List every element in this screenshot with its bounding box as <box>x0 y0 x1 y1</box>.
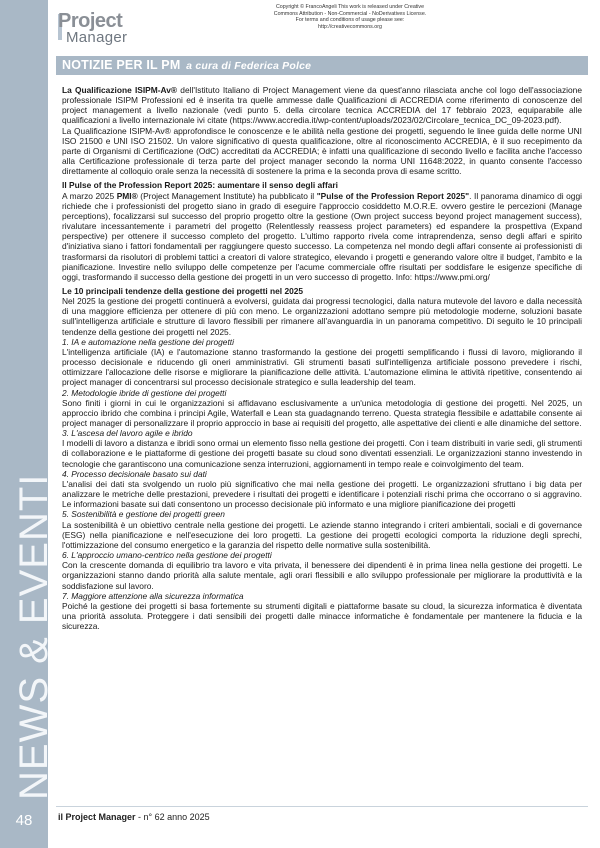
section-heading: Il Pulse of the Profession Report 2025: aumentare il senso degli affari <box>62 180 338 191</box>
section-heading: Le 10 principali tendenze della gestione dei progetti nel 2025 <box>62 285 304 296</box>
text-bold: "Pulse of the Profession Report 2025" <box>316 190 470 201</box>
sidebar-band <box>0 0 56 848</box>
trend-text: La sostenibilità è un obiettivo centrale nella gestione dei progetti. Le aziende stanno integrando i criteri ambientali, sociali e di governance (ESG) nella pianificazione e nell'esecuzione dei loro progetti. La gestione dei progetti ecologici comporta la riduzione degli sprechi, l'ottimizzazione del consumo energetico e la garanzia del rispetto delle normative sulla sostenibilità. <box>62 519 582 550</box>
paragraph-qualificazione-2: La Qualificazione ISIPM-Av® approfondisce le conoscenze e le abilità nella gestione dei progetti, seguendo le linee guida delle norme UNI ISO 21500 e UNI ISO 21502. Un valore significativo di questa qualificazione, oltre al riconoscimento ACCREDIA, è il suo recepimento da parte di Organismi di Certificazione (OdC) accreditati da ACCREDIA; è infatti una qualificazione di secondo livello e facilita anche l'accesso alla Certificazione professionale di terza parte del project manager secondo la norma UNI 11648:2022, in quanto consente l'accesso direttamente al colloquio orale senza la necessità di sostenere la prima e la seconda prova di esame scritto. <box>62 125 582 177</box>
section-title <box>62 58 311 72</box>
text-run: (Project Management Institute) ha pubblicato il <box>137 190 317 201</box>
article-body <box>62 85 582 631</box>
paragraph-lead: La Qualificazione ISIPM-Av® <box>62 85 178 95</box>
trend-title: 5. Sostenibilità e gestione dei progetti green <box>62 509 225 520</box>
paragraph-pulse-report <box>62 191 582 282</box>
magazine-name: il Project Manager <box>58 812 136 822</box>
issue-info: - n° 62 anno 2025 <box>135 812 210 822</box>
page-number: 48 <box>15 812 33 829</box>
text-run: A marzo 2025 <box>62 190 117 201</box>
trend-text: Poiché la gestione dei progetti si basa fortemente su strumenti digitali e piattaforme basate su cloud, la sicurezza informatica è diventata una priorità assoluta. Proteggere i dati sensibili dei progetti dalle minacce informatiche è fondamentale per mantenere la fiducia e la sicurezza. <box>62 600 582 632</box>
copyright-line: For terms and conditions of usage please see: <box>295 17 405 24</box>
project-manager-logo <box>56 10 140 44</box>
trend-text: Con la crescente domanda di equilibrio tra lavoro e vita privata, il benessere dei dipendenti è in prima linea nella gestione dei progetti. Le organizzazioni stanno dando priorità alla salute mentale, agli orari flessibili e allo sviluppo professionale per migliorare la produttività e la soddisfazione sul lavoro. <box>62 560 582 591</box>
text-run: . Il panorama dinamico di oggi richiede che i professionisti del progetto siano in grado di eseguire l'approccio cosiddetto M.O.R.E. ovvero gestire le percezioni (Manage perceptions), focalizzarsi sul successo del proprio progetto oltre la gestione (Own project success beyond project management success), rivalutare incessantemente i parametri del progetto (Relentlessly reassess project parameters) ed espandere la prospettiva (Expand perspective) per ottenere il successo completo del progetto. L'ultimo rapporto rivela come intraprendenza, senso degli affari e spirito d'iniziativa siano i fattori fondamentali per raggiungere questo successo. La competenza nel mondo degli affari consente ai professionisti di trasformarsi da risolutori di problemi tattici a creatori di valore strategico, elevando i progetti e generando valore oltre il budget, l'ambito e la pianificazione. Investire nello sviluppo delle competenze per l'acume commerciale offre risultati per soddisfare le esigenze specifiche di oggi, trasformando il successo della gestione dei progetti in un vero successo di progetto. Info: https://www.pmi.org/ <box>62 190 582 282</box>
trend-text: Sono finiti i giorni in cui le organizzazioni si affidavano esclusivamente a un'unica metodologia di gestione dei progetti. Nel 2025, un approccio ibrido che combina i principi Agile, Waterfall e Lean sta guadagnando terreno. Questa strategia flessibile e adattabile consente ai project manager di personalizzare il proprio approccio in base ai requisiti del progetto, alle aspettative dei clienti e alle dinamiche del settore. <box>62 397 582 428</box>
copyright-notice <box>220 4 480 30</box>
page-footer <box>58 812 210 822</box>
copyright-line: Commons Attribution - Non-Commercial - NoDerivatives License. <box>273 10 427 17</box>
copyright-line: Copyright © FrancoAngeli This work is released under Creative <box>275 4 425 10</box>
logo-top-text: Project <box>58 10 123 32</box>
sidebar-section-label: NEWS & EVENTI <box>12 473 56 800</box>
trend-text: L'analisi dei dati sta svolgendo un ruolo più significativo che mai nella gestione dei progetti. Le organizzazioni sfruttano i big data per analizzare le metriche delle prestazioni, prevedere i risultati dei progetti e identificare i potenziali rischi prima che occorrano o si aggravino. Le informazioni basate sui dati consentono un processo decisionale più informato e una migliore pianificazione dei progetti <box>62 478 582 510</box>
logo-bottom-text: Manager <box>66 29 128 46</box>
trend-title: 1. IA e automazione nella gestione dei progetti <box>62 336 234 347</box>
trend-title: 6. L'approccio umano-centrico nella gestione dei progetti <box>62 550 272 561</box>
section-header-bar <box>56 56 588 75</box>
trend-title: 4. Processo decisionale basato sui dati <box>62 468 207 479</box>
section-title-text: NOTIZIE PER IL PM <box>62 58 181 72</box>
copyright-link[interactable]: http://creativecommons.org <box>318 23 382 30</box>
paragraph-qualificazione <box>62 85 582 126</box>
paragraph-text: dell'Istituto Italiano di Project Management viene da quest'anno rilasciata anche col logo dell'associazione professionale ISIPM Professioni ed è inserita tra quelle ammesse dalle Qualificazioni di ACCREDIA come riferimento di conoscenze del project management a livello nazionale (vedi punto 5. della circolare tecnica ACCREDIA del 17 febbraio 2023, equiparabile alle qualificazioni a livello internazionale ivi citate (https://www.accredia.it/wp-content/uploads/2023/02/Circolare_tecnica_DC_09-2023.pdf). <box>62 85 582 126</box>
paragraph-trends-intro: Nel 2025 la gestione dei progetti continuerà a evolversi, guidata dai progressi tecnologici, dalla natura mutevole del lavoro e dalla necessità di una maggiore efficienza per ottenere di più con meno. Le organizzazioni adottano sempre più metodologie moderne, soluzioni basate sull'intelligenza artificiale e strutture di lavoro flessibili per rimanere all'avanguardia in un panorama competitivo. Di seguito le 10 principali tendenze della gestione dei progetti nel 2025. <box>62 296 582 337</box>
trend-text: L'intelligenza artificiale (IA) e l'automazione stanno trasformando la gestione dei progetti semplificando i flussi di lavoro, migliorando il processo decisionale e riducendo gli oneri amministrativi. Gli strumenti basati sull'intelligenza artificiale possono prevedere i rischi, ottimizzare l'allocazione delle risorse e migliorare la pianificazione delle attività. L'automazione elimina le attività ripetitive, consentendo ai project manager di concentrarsi sul processo decisionale strategico e sulla leadership del team. <box>62 346 582 388</box>
footer-divider <box>56 806 588 807</box>
text-bold: PMI® <box>116 190 138 201</box>
trend-title: 3. L'ascesa del lavoro agile e ibrido <box>62 428 193 439</box>
trend-text: I modelli di lavoro a distanza e ibridi sono ormai un elemento fisso nella gestione dei progetti. Con i team distribuiti in varie sedi, gli strumenti di collaborazione e le piattaforme di gestione dei progetti basate su cloud sono diventati essenziali. Le organizzazioni stanno investendo in tecnologie che garantiscono una comunicazione senza interruzioni, aggiornamenti in tempo reale e coinvolgimento del team. <box>62 438 582 469</box>
trend-title: 7. Maggiore attenzione alla sicurezza informatica <box>62 590 244 601</box>
trend-title: 2. Metodologie ibride di gestione dei progetti <box>62 387 227 398</box>
section-subtitle: a cura di Federica Polce <box>186 60 312 72</box>
